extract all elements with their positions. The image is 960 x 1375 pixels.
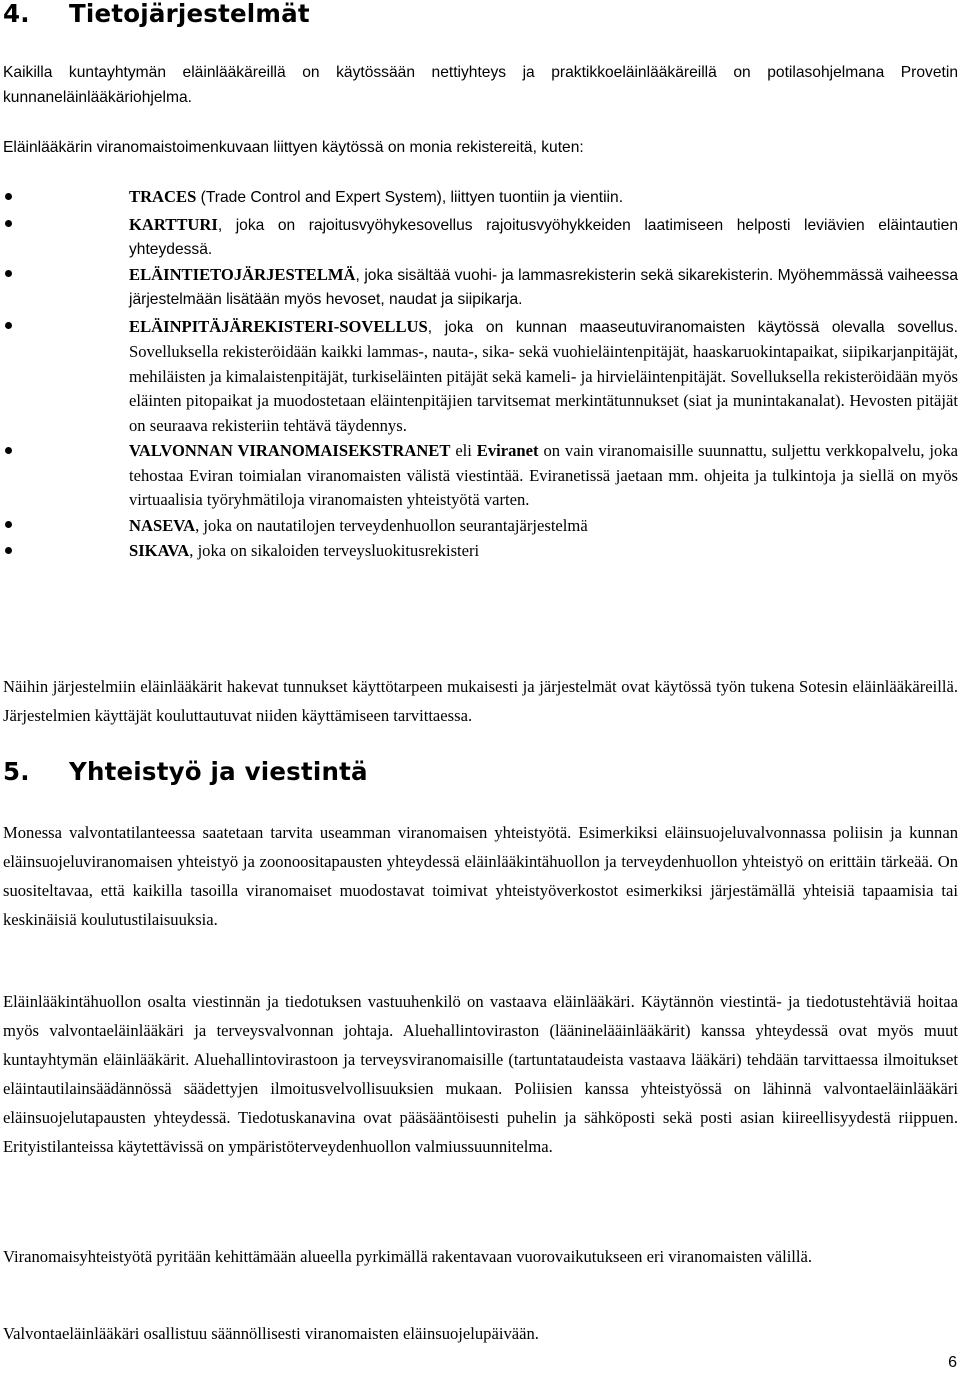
list-item-naseva (3, 514, 958, 539)
section-5-paragraph-1: Monessa valvontatilanteessa saatetaan tarvita useamman viranomaisen yhteistyötä. Esimerkiksi eläinsuojeluvalvonnassa poliisin ja kunnan eläinsuojeluviranomaisen yhteistyö ja zoonoositapausten yhteydessä eläinlääkintähuollon ja terveydenhuollon yhteistyö on erittäin tärkeää. On suositeltavaa, että kaikilla tasoilla viranomaiset muodostavat toimivat yhteistyöverkostot esimerkiksi järjestämällä yhteisiä tapaamisia tai keskinäisiä koulutustilaisuuksia. (3, 823, 958, 929)
term-traces: TRACES (129, 187, 197, 206)
bullet-icon (5, 270, 12, 277)
term-kartturi: KARTTURI (129, 214, 218, 234)
section-5-number: 5. (3, 757, 30, 786)
page-number: 6 (948, 1354, 957, 1371)
section-4-title: Tietojärjestelmät (69, 0, 310, 28)
bullet-icon (5, 193, 12, 200)
bullet-icon (5, 322, 12, 329)
list-item-eviranet (3, 439, 958, 513)
bullet-icon (5, 521, 12, 528)
term-valvonnan-viranomaisekstranet: VALVONNAN VIRANOMAISEKSTRANET (129, 441, 451, 460)
item-text-kartturi: , joka on rajoitusvyöhykesovellus rajoitusvyöhykkeiden laatimiseen helposti leviävien eläintautien yhteydessä. (129, 216, 958, 258)
term-naseva: NASEVA (129, 515, 196, 535)
section-4-heading (3, 0, 310, 28)
list-item-kartturi (3, 213, 958, 263)
bullet-icon (5, 547, 12, 554)
section-5-title: Yhteistyö ja viestintä (69, 757, 368, 786)
section-5-paragraph-4: Valvontaeläinlääkäri osallistuu säännöllisesti viranomaisten eläinsuojelupäivään. (3, 1324, 539, 1343)
item-text-eviranet: on vain viranomaisille suunnattu, suljettu verkkopalvelu, joka tehostaa Eviran toimialan viranomaisten välistä viestintää. Eviranetissä jaetaan mm. ohjeita ja tulkintoja ja siellä on myös virtuaalisia työryhmätiloja viranomaisten yhteistyötä varten. (129, 441, 958, 509)
term-elaintietojarjestelma: ELÄINTIETOJÄRJESTELMÄ (129, 264, 356, 284)
section-5-paragraph-3: Viranomaisyhteistyötä pyritään kehittämään alueella pyrkimällä rakentavaan vuorovaikutukseen eri viranomaisten välillä. (3, 1247, 813, 1266)
section-5-heading (3, 758, 368, 786)
section-4-intro-paragraph-2: Eläinlääkärin viranomaistoimenkuvaan liittyen käytössä on monia rekistereitä, kuten: (3, 139, 584, 156)
registry-list (3, 185, 958, 564)
term-sikava: SIKAVA (129, 541, 190, 560)
section-5-paragraph-2: Eläinlääkintähuollon osalta viestinnän ja tiedotuksen vastuuhenkilö on vastaava eläinlääkäri. Käytännön viestintä- ja tiedotustehtäviä hoitaa myös valvontaeläinlääkäri ja terveysvalvonnan johtaja. Aluehallintoviraston (lääninelääinlääkärit) kanssa yhteydessä ovat myös muut kuntayhtymän eläinlääkärit. Aluehallintovirastoon ja terveysviranomaisille (tartuntataudeista vastaava lääkäri) tehdään tarvittaessa ilmoitukset eläintautilainsäädännössä säädettyjen ilmoitusvelvollisuuksien mukaan. Poliisien kanssa yhteistyössä on lähinnä valvontaeläinlääkäri eläinsuojelutapausten yhteydessä. Tiedotuskanavina ovat pääsääntöisesti puhelin ja sähköposti sekä posti asian kiireellisyydestä riippuen. Erityistilanteissa käytettävissä on ympäristöterveydenhuollon valmiussuunnitelma. (3, 992, 958, 1156)
list-item-traces (3, 185, 958, 211)
list-item-sikava (3, 539, 958, 564)
bullet-icon (5, 220, 12, 227)
item-text-eli: eli (450, 441, 477, 460)
list-item-elainpitajarekisteri (3, 315, 958, 439)
item-text-elainpitajarekisteri-details: Sovelluksella rekisteröidään kaikki lammas-, nauta-, sika- sekä vuohieläintenpitäjät, haaskaruokintapaikat, siipikarjanpitäjät, mehiläisten ja kimalaistenpitäjät, turkiseläinten pitäjät sekä kameli- ja hirvieläintenpitäjät. Sovelluksella rekisteröidään myös eläinten pitopaikat ja muodostetaan eläintenpitäjien tarvitsemat merkintätunnukset (siat ja munintakanalat). Hevosten pitäjät on seuraava rekisteriin tehtävä täydennys. (129, 342, 958, 435)
item-text-elainpitajarekisteri: , joka on kunnan maaseutuviranomaisten käytössä olevalla sovellus. (427, 318, 958, 336)
term-eviranet: Eviranet (476, 441, 539, 460)
item-text-traces: (Trade Control and Expert System), liittyen tuontiin ja vientiin. (196, 189, 624, 206)
section-4-number: 4. (3, 0, 30, 28)
section-4-closing-paragraph: Näihin järjestelmiin eläinlääkärit hakevat tunnukset käyttötarpeen mukaisesti ja järjestelmät ovat käytössä työn tukena Sotesin eläinlääkäreillä. Järjestelmien käyttäjät kouluttautuvat niiden käyttämiseen tarvittaessa. (3, 677, 958, 725)
item-text-sikava: , joka on sikaloiden terveysluokitusrekisteri (189, 541, 480, 560)
term-elainpitajarekisteri: ELÄINPITÄJÄREKISTERI-SOVELLUS (129, 316, 428, 336)
list-item-elaintietojarjestelma (3, 263, 958, 313)
item-text-elaintietojarjestelma: , joka sisältää vuohi- ja lammasrekisterin sekä sikarekisterin. Myöhemmässä vaiheessa järjestelmään lisätään myös hevoset, naudat ja siipikarja. (129, 266, 958, 308)
item-text-naseva: , joka on nautatilojen terveydenhuollon seurantajärjestelmä (195, 515, 588, 535)
section-4-intro-paragraph-1: Kaikilla kuntayhtymän eläinlääkäreillä on käytössään nettiyhteys ja praktikkoeläinlääkäreillä on potilasohjelmana Provetin kunnaneläinlääkäriohjelma. (3, 64, 958, 106)
bullet-icon (5, 447, 12, 454)
